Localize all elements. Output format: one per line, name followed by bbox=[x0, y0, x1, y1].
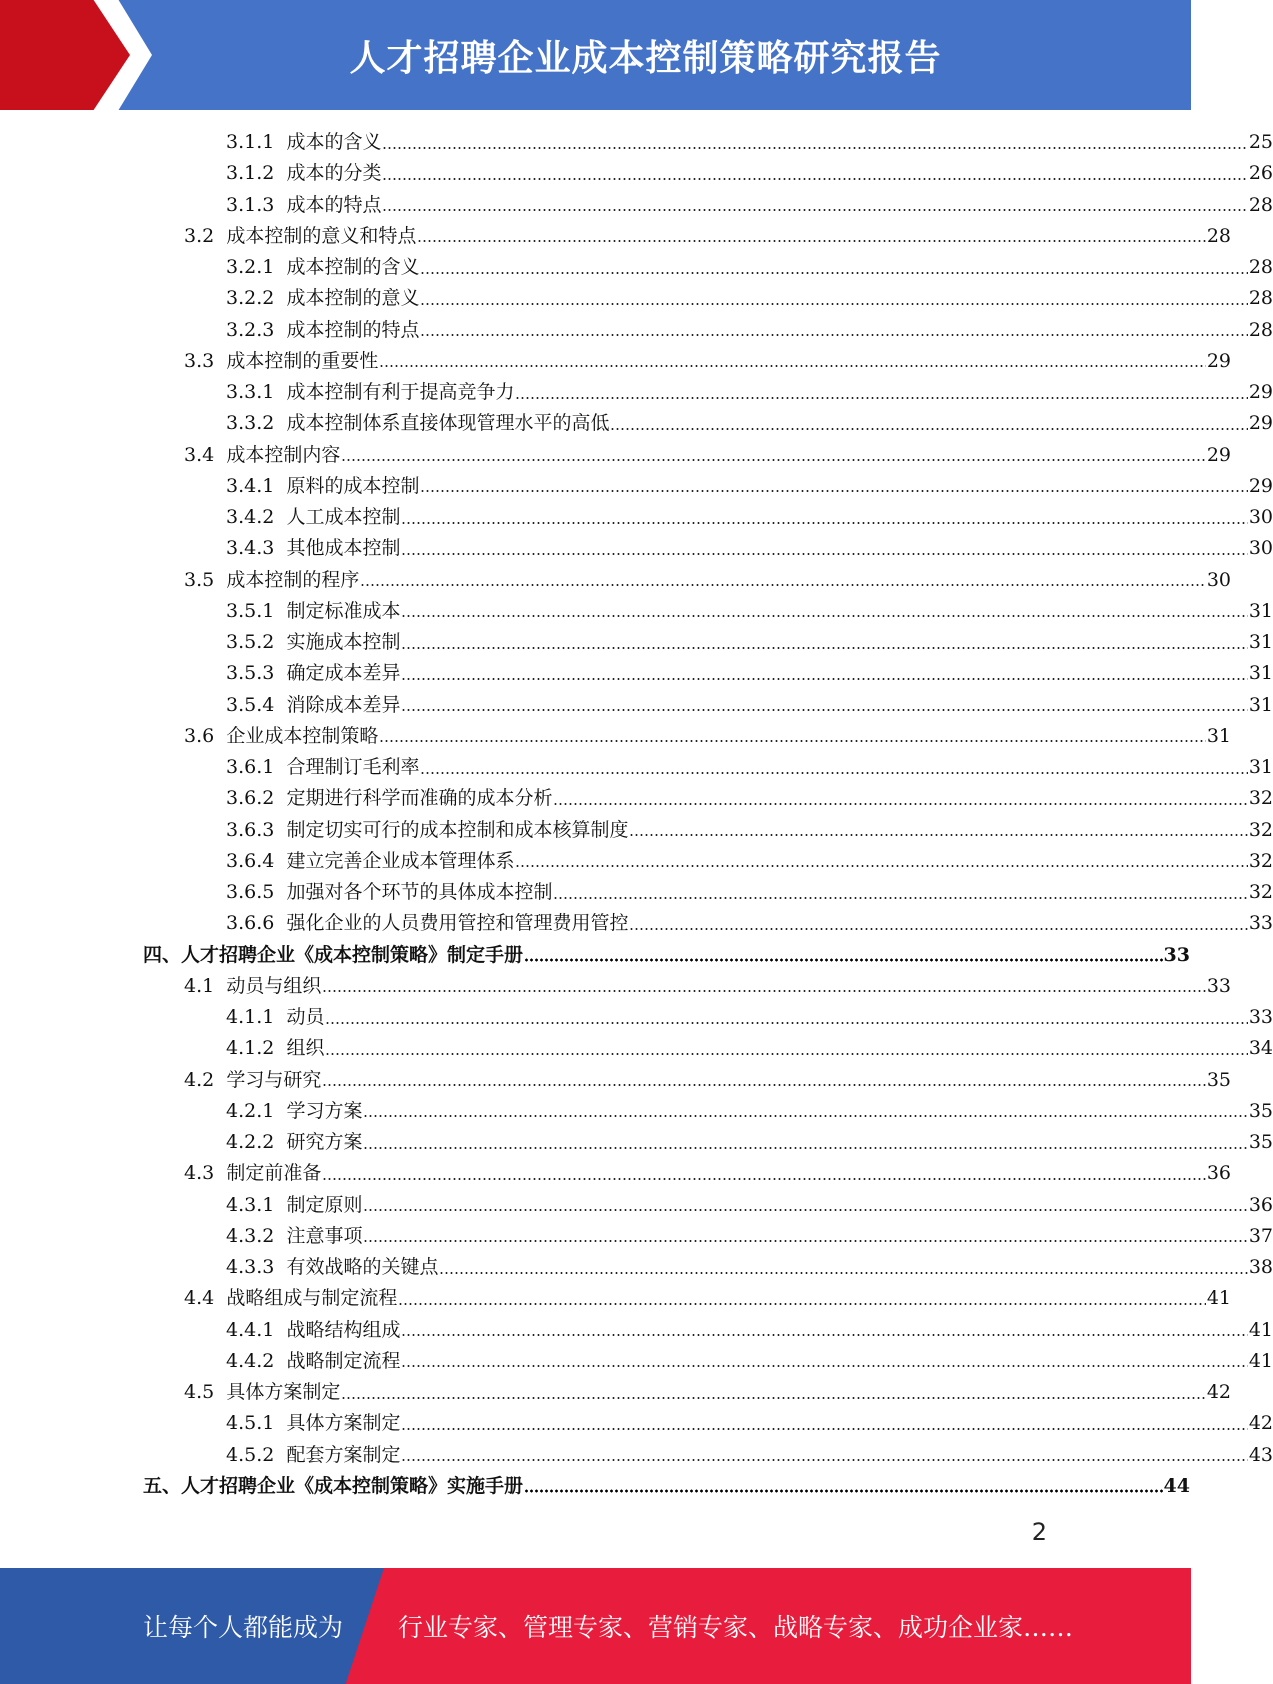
toc-entry-page: 28 bbox=[1248, 193, 1273, 216]
toc-entry[interactable] bbox=[0, 1002, 1273, 1033]
toc-entry[interactable] bbox=[0, 658, 1273, 689]
toc-entry-title: 制定切实可行的成本控制和成本核算制度 bbox=[286, 818, 629, 841]
toc-entry-page: 29 bbox=[1206, 443, 1231, 466]
toc-dot-leader bbox=[401, 1427, 1247, 1431]
toc-dot-leader bbox=[401, 708, 1247, 712]
toc-entry-page: 36 bbox=[1248, 1193, 1273, 1216]
toc-entry-title: 成本控制的意义和特点 bbox=[226, 224, 417, 247]
toc-dot-leader bbox=[439, 1271, 1247, 1275]
toc-entry-number: 4.3 bbox=[184, 1162, 215, 1185]
toc-entry[interactable] bbox=[0, 940, 1190, 971]
page-number: 2 bbox=[1031, 1518, 1047, 1546]
toc-dot-leader bbox=[363, 1239, 1247, 1243]
toc-entry-number: 3.4.1 bbox=[226, 474, 275, 497]
document-title: 人才招聘企业成本控制策略研究报告 bbox=[349, 37, 942, 79]
toc-entry-number: 4.4.1 bbox=[226, 1318, 275, 1341]
toc-entry-number: 3.6 bbox=[184, 724, 215, 747]
toc-entry-page: 37 bbox=[1248, 1224, 1273, 1247]
toc-entry-number: 3.5.3 bbox=[226, 662, 275, 685]
toc-entry[interactable] bbox=[0, 377, 1273, 408]
toc-entry-title: 有效战略的关键点 bbox=[286, 1256, 439, 1279]
toc-entry-number: 3.4.2 bbox=[226, 506, 275, 529]
toc-entry-title: 成本控制的含义 bbox=[286, 256, 420, 279]
toc-entry[interactable] bbox=[0, 158, 1273, 189]
toc-entry[interactable] bbox=[0, 1315, 1273, 1346]
toc-entry[interactable] bbox=[0, 346, 1231, 377]
toc-entry-title: 成本的分类 bbox=[286, 162, 382, 185]
toc-dot-leader bbox=[322, 1083, 1205, 1087]
toc-entry-page: 31 bbox=[1248, 756, 1273, 779]
toc-entry[interactable] bbox=[0, 221, 1231, 252]
toc-entry-number: 4.3.3 bbox=[226, 1256, 275, 1279]
toc-entry[interactable] bbox=[0, 1471, 1190, 1502]
toc-entry-title: 四、人才招聘企业《成本控制策略》制定手册 bbox=[143, 943, 524, 966]
toc-entry-page: 31 bbox=[1206, 724, 1231, 747]
toc-entry-number: 4.5.2 bbox=[226, 1443, 275, 1466]
toc-entry-page: 42 bbox=[1206, 1381, 1231, 1404]
toc-entry[interactable] bbox=[0, 627, 1273, 658]
toc-entry-title: 战略制定流程 bbox=[286, 1349, 401, 1372]
toc-entry-title: 成本控制内容 bbox=[226, 443, 341, 466]
toc-entry-page: 30 bbox=[1248, 506, 1273, 529]
toc-dot-leader bbox=[524, 958, 1163, 962]
toc-entry-number: 3.5 bbox=[184, 568, 215, 591]
toc-entry[interactable] bbox=[0, 1346, 1273, 1377]
toc-entry-title: 原料的成本控制 bbox=[286, 474, 420, 497]
toc-dot-leader bbox=[341, 458, 1205, 462]
toc-entry-title: 成本控制体系直接体现管理水平的高低 bbox=[286, 412, 610, 435]
toc-entry-number: 4.3.1 bbox=[226, 1193, 275, 1216]
toc-entry-page: 43 bbox=[1248, 1443, 1273, 1466]
toc-entry-title: 企业成本控制策略 bbox=[226, 724, 379, 747]
toc-entry-number: 3.1.2 bbox=[226, 162, 275, 185]
toc-entry[interactable] bbox=[0, 846, 1273, 877]
toc-dot-leader bbox=[401, 1364, 1247, 1368]
toc-entry-page: 41 bbox=[1248, 1349, 1273, 1372]
toc-entry-title: 建立完善企业成本管理体系 bbox=[286, 849, 515, 872]
toc-dot-leader bbox=[553, 802, 1247, 806]
toc-entry-number: 3.3.2 bbox=[226, 412, 275, 435]
toc-entry[interactable] bbox=[0, 690, 1273, 721]
toc-entry-title: 研究方案 bbox=[286, 1131, 363, 1154]
toc-entry-number: 3.2.1 bbox=[226, 256, 275, 279]
toc-dot-leader bbox=[553, 896, 1247, 900]
toc-dot-leader bbox=[401, 552, 1247, 556]
toc-entry-title: 具体方案制定 bbox=[226, 1381, 341, 1404]
toc-entry-page: 41 bbox=[1206, 1287, 1231, 1310]
toc-entry[interactable] bbox=[0, 1440, 1273, 1471]
toc-entry[interactable] bbox=[0, 1377, 1231, 1408]
toc-dot-leader bbox=[401, 1458, 1247, 1462]
toc-entry-page: 31 bbox=[1248, 599, 1273, 622]
toc-entry-number: 3.5.2 bbox=[226, 631, 275, 654]
toc-entry[interactable] bbox=[0, 1190, 1273, 1221]
toc-dot-leader bbox=[629, 833, 1247, 837]
toc-dot-leader bbox=[420, 771, 1247, 775]
toc-entry-page: 33 bbox=[1248, 1006, 1273, 1029]
toc-entry-title: 具体方案制定 bbox=[286, 1412, 401, 1435]
toc-entry-page: 28 bbox=[1248, 287, 1273, 310]
toc-entry-page: 32 bbox=[1248, 881, 1273, 904]
toc-entry-number: 3.2.3 bbox=[226, 318, 275, 341]
toc-entry-number: 4.2.1 bbox=[226, 1099, 275, 1122]
toc-entry-title: 定期进行科学而准确的成本分析 bbox=[286, 787, 553, 810]
toc-entry-number: 3.3.1 bbox=[226, 381, 275, 404]
toc-entry-number: 3.6.6 bbox=[226, 912, 275, 935]
toc-entry-number: 3.1.1 bbox=[226, 131, 275, 154]
toc-entry-number: 3.3 bbox=[184, 349, 215, 372]
toc-entry[interactable] bbox=[0, 877, 1273, 908]
page-footer bbox=[0, 1568, 1191, 1684]
toc-dot-leader bbox=[401, 1333, 1247, 1337]
toc-dot-leader bbox=[322, 989, 1205, 993]
toc-entry[interactable] bbox=[0, 596, 1273, 627]
toc-entry-title: 成本的特点 bbox=[286, 193, 382, 216]
toc-entry-number: 3.2 bbox=[184, 224, 215, 247]
toc-entry-page: 42 bbox=[1248, 1412, 1273, 1435]
toc-entry[interactable] bbox=[0, 1283, 1231, 1314]
toc-dot-leader bbox=[515, 396, 1247, 400]
toc-entry-title: 消除成本差异 bbox=[286, 693, 401, 716]
toc-dot-leader bbox=[325, 1052, 1247, 1056]
toc-entry-number: 3.6.3 bbox=[226, 818, 275, 841]
toc-entry-title: 成本的含义 bbox=[286, 131, 382, 154]
toc-dot-leader bbox=[401, 521, 1247, 525]
toc-entry-page: 28 bbox=[1248, 256, 1273, 279]
toc-dot-leader bbox=[420, 489, 1247, 493]
toc-entry[interactable] bbox=[0, 315, 1273, 346]
toc-entry-title: 制定前准备 bbox=[226, 1162, 322, 1185]
toc-entry-number: 3.6.5 bbox=[226, 881, 275, 904]
toc-dot-leader bbox=[524, 1489, 1163, 1493]
toc-entry-page: 32 bbox=[1248, 787, 1273, 810]
toc-entry-page: 34 bbox=[1248, 1037, 1273, 1060]
toc-dot-leader bbox=[420, 302, 1247, 306]
toc-entry[interactable] bbox=[0, 721, 1231, 752]
table-of-contents bbox=[0, 127, 1273, 1502]
toc-entry-page: 33 bbox=[1206, 974, 1231, 997]
toc-entry-number: 3.6.1 bbox=[226, 756, 275, 779]
toc-dot-leader bbox=[398, 1302, 1205, 1306]
toc-entry-number: 4.5.1 bbox=[226, 1412, 275, 1435]
toc-dot-leader bbox=[341, 1396, 1205, 1400]
toc-entry-page: 31 bbox=[1248, 693, 1273, 716]
toc-dot-leader bbox=[382, 146, 1247, 150]
toc-entry-page: 44 bbox=[1163, 1474, 1190, 1497]
toc-dot-leader bbox=[325, 1021, 1247, 1025]
toc-entry[interactable] bbox=[0, 908, 1273, 939]
toc-dot-leader bbox=[515, 864, 1247, 868]
toc-entry-number: 4.2.2 bbox=[226, 1131, 275, 1154]
toc-entry-title: 制定标准成本 bbox=[286, 599, 401, 622]
toc-entry-title: 合理制订毛利率 bbox=[286, 756, 420, 779]
toc-entry-page: 38 bbox=[1248, 1256, 1273, 1279]
toc-entry-title: 加强对各个环节的具体成本控制 bbox=[286, 881, 553, 904]
toc-entry[interactable] bbox=[0, 408, 1273, 439]
toc-entry[interactable] bbox=[0, 1252, 1273, 1283]
toc-entry[interactable] bbox=[0, 752, 1273, 783]
toc-entry[interactable] bbox=[0, 1221, 1273, 1252]
toc-entry-page: 35 bbox=[1248, 1099, 1273, 1122]
toc-dot-leader bbox=[420, 271, 1247, 275]
toc-entry-page: 31 bbox=[1248, 662, 1273, 685]
toc-dot-leader bbox=[363, 1114, 1247, 1118]
toc-entry-number: 3.6.4 bbox=[226, 849, 275, 872]
toc-entry-title: 组织 bbox=[286, 1037, 325, 1060]
toc-entry-page: 36 bbox=[1206, 1162, 1231, 1185]
toc-entry-page: 28 bbox=[1206, 224, 1231, 247]
footer-slogan-right: 行业专家、管理专家、营销专家、战略专家、成功企业家…… bbox=[398, 1613, 1074, 1642]
toc-entry-number: 4.1.2 bbox=[226, 1037, 275, 1060]
toc-entry[interactable] bbox=[0, 1065, 1231, 1096]
toc-entry-page: 41 bbox=[1248, 1318, 1273, 1341]
toc-entry[interactable] bbox=[0, 1158, 1231, 1189]
toc-entry-number: 4.4.2 bbox=[226, 1349, 275, 1372]
toc-entry[interactable] bbox=[0, 1408, 1273, 1439]
toc-entry[interactable] bbox=[0, 815, 1273, 846]
toc-entry-title: 人工成本控制 bbox=[286, 506, 401, 529]
toc-entry-title: 注意事项 bbox=[286, 1224, 363, 1247]
toc-entry-number: 3.4.3 bbox=[226, 537, 275, 560]
toc-entry-number: 3.5.4 bbox=[226, 693, 275, 716]
toc-entry[interactable] bbox=[0, 440, 1231, 471]
toc-entry-number: 4.1 bbox=[184, 974, 215, 997]
toc-entry-page: 28 bbox=[1248, 318, 1273, 341]
toc-dot-leader bbox=[629, 927, 1247, 931]
toc-dot-leader bbox=[401, 646, 1247, 650]
toc-dot-leader bbox=[363, 1146, 1247, 1150]
toc-dot-leader bbox=[382, 177, 1247, 181]
toc-entry[interactable] bbox=[0, 1127, 1273, 1158]
toc-entry-page: 25 bbox=[1248, 131, 1273, 154]
toc-dot-leader bbox=[401, 677, 1247, 681]
toc-entry-page: 30 bbox=[1248, 537, 1273, 560]
toc-dot-leader bbox=[401, 614, 1247, 618]
toc-entry-number: 4.4 bbox=[184, 1287, 215, 1310]
toc-entry-title: 战略结构组成 bbox=[286, 1318, 401, 1341]
toc-dot-leader bbox=[379, 364, 1205, 368]
toc-entry-page: 35 bbox=[1206, 1068, 1231, 1091]
toc-entry-title: 确定成本差异 bbox=[286, 662, 401, 685]
toc-entry-page: 26 bbox=[1248, 162, 1273, 185]
toc-entry[interactable] bbox=[0, 502, 1273, 533]
toc-entry-page: 31 bbox=[1248, 631, 1273, 654]
toc-entry[interactable] bbox=[0, 1096, 1273, 1127]
toc-entry[interactable] bbox=[0, 565, 1231, 596]
toc-dot-leader bbox=[360, 583, 1205, 587]
toc-entry-title: 成本控制有利于提高竞争力 bbox=[286, 381, 515, 404]
toc-entry-number: 3.4 bbox=[184, 443, 215, 466]
toc-entry[interactable] bbox=[0, 127, 1273, 158]
toc-entry-title: 成本控制的意义 bbox=[286, 287, 420, 310]
toc-dot-leader bbox=[322, 1177, 1205, 1181]
toc-entry[interactable] bbox=[0, 971, 1231, 1002]
toc-entry-title: 动员与组织 bbox=[226, 974, 322, 997]
toc-dot-leader bbox=[417, 239, 1205, 243]
toc-entry-title: 强化企业的人员费用管控和管理费用管控 bbox=[286, 912, 629, 935]
toc-dot-leader bbox=[610, 427, 1247, 431]
toc-entry-title: 成本控制的重要性 bbox=[226, 349, 379, 372]
toc-entry-page: 29 bbox=[1248, 381, 1273, 404]
toc-entry-title: 配套方案制定 bbox=[286, 1443, 401, 1466]
toc-entry-number: 4.5 bbox=[184, 1381, 215, 1404]
toc-entry-page: 32 bbox=[1248, 849, 1273, 872]
toc-entry-page: 29 bbox=[1248, 412, 1273, 435]
toc-entry-number: 3.6.2 bbox=[226, 787, 275, 810]
toc-entry[interactable] bbox=[0, 533, 1273, 564]
toc-entry[interactable] bbox=[0, 190, 1273, 221]
toc-entry[interactable] bbox=[0, 471, 1273, 502]
toc-entry-title: 五、人才招聘企业《成本控制策略》实施手册 bbox=[143, 1474, 524, 1497]
toc-entry-page: 32 bbox=[1248, 818, 1273, 841]
toc-entry[interactable] bbox=[0, 283, 1273, 314]
toc-entry-title: 成本控制的程序 bbox=[226, 568, 360, 591]
toc-entry[interactable] bbox=[0, 1033, 1273, 1064]
toc-entry-title: 其他成本控制 bbox=[286, 537, 401, 560]
toc-entry-number: 4.2 bbox=[184, 1068, 215, 1091]
toc-entry-page: 29 bbox=[1248, 474, 1273, 497]
toc-dot-leader bbox=[382, 208, 1247, 212]
toc-entry-number: 4.1.1 bbox=[226, 1006, 275, 1029]
toc-dot-leader bbox=[363, 1208, 1247, 1212]
page-header bbox=[0, 0, 1191, 110]
toc-entry-title: 制定原则 bbox=[286, 1193, 363, 1216]
toc-entry-title: 实施成本控制 bbox=[286, 631, 401, 654]
toc-entry-page: 33 bbox=[1248, 912, 1273, 935]
toc-dot-leader bbox=[420, 333, 1247, 337]
toc-entry-number: 3.1.3 bbox=[226, 193, 275, 216]
toc-entry-title: 学习与研究 bbox=[226, 1068, 322, 1091]
toc-entry-title: 动员 bbox=[286, 1006, 325, 1029]
toc-entry-title: 成本控制的特点 bbox=[286, 318, 420, 341]
toc-entry-number: 3.2.2 bbox=[226, 287, 275, 310]
toc-entry-page: 29 bbox=[1206, 349, 1231, 372]
toc-entry-page: 30 bbox=[1206, 568, 1231, 591]
toc-entry[interactable] bbox=[0, 783, 1273, 814]
toc-entry-page: 35 bbox=[1248, 1131, 1273, 1154]
toc-entry[interactable] bbox=[0, 252, 1273, 283]
toc-dot-leader bbox=[379, 739, 1205, 743]
toc-entry-number: 4.3.2 bbox=[226, 1224, 275, 1247]
toc-entry-page: 33 bbox=[1163, 943, 1190, 966]
footer-slogan-left: 让每个人都能成为 bbox=[143, 1613, 344, 1642]
toc-entry-number: 3.5.1 bbox=[226, 599, 275, 622]
toc-entry-title: 战略组成与制定流程 bbox=[226, 1287, 398, 1310]
toc-entry-title: 学习方案 bbox=[286, 1099, 363, 1122]
